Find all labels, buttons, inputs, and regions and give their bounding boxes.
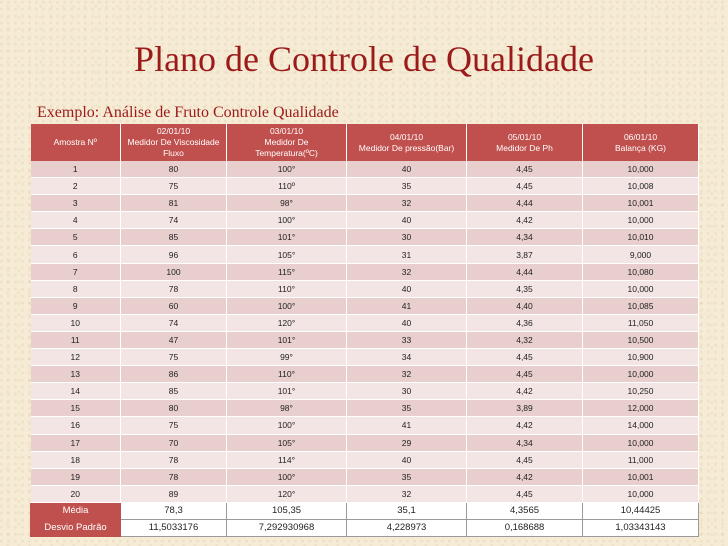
table-cell: 4,42	[467, 212, 583, 229]
table-cell: 4	[31, 212, 121, 229]
table-cell: 105°	[227, 434, 347, 451]
table-row	[31, 195, 699, 212]
table-cell: 99°	[227, 349, 347, 366]
table-cell: 4,36	[467, 314, 583, 331]
table-row	[31, 451, 699, 468]
table-cell: 11,000	[583, 451, 699, 468]
table-cell: 110°	[227, 366, 347, 383]
summary-cell: 105,35	[227, 502, 347, 519]
table-cell: 96	[121, 246, 227, 263]
table-cell: 4,45	[467, 161, 583, 178]
summary-cell: 35,1	[347, 502, 467, 519]
table-row	[31, 349, 699, 366]
table-cell: 10,000	[583, 434, 699, 451]
table-cell: 85	[121, 229, 227, 246]
summary-cell: 0,168688	[467, 519, 583, 536]
table-cell: 29	[347, 434, 467, 451]
column-header-line: 05/01/10	[507, 131, 542, 142]
table-cell: 30	[347, 383, 467, 400]
table-cell: 16	[31, 417, 121, 434]
table-cell: 10,500	[583, 331, 699, 348]
column-header-line: Fluxo	[163, 148, 184, 158]
summary-cell: 11,5033176	[121, 519, 227, 536]
table-cell: 30	[347, 229, 467, 246]
table-cell: 1	[31, 161, 121, 178]
table-cell: 78	[121, 468, 227, 485]
table-cell: 10,000	[583, 280, 699, 297]
table-cell: 11,050	[583, 314, 699, 331]
table-row	[31, 178, 699, 195]
table-cell: 120°	[227, 314, 347, 331]
table-cell: 33	[347, 331, 467, 348]
table-cell: 41	[347, 297, 467, 314]
table-cell: 13	[31, 366, 121, 383]
table-row	[31, 485, 699, 502]
table-cell: 4,40	[467, 297, 583, 314]
table-cell: 35	[347, 400, 467, 417]
column-header-line: 06/01/10	[623, 131, 658, 142]
table-cell: 4,44	[467, 263, 583, 280]
column-header-line: Temperatura(ºC)	[255, 148, 318, 158]
table-cell: 101°	[227, 229, 347, 246]
table-row	[31, 417, 699, 434]
table-row	[31, 246, 699, 263]
table-cell: 18	[31, 451, 121, 468]
column-header-3	[347, 124, 467, 161]
table-cell: 74	[121, 314, 227, 331]
table-cell: 100°	[227, 468, 347, 485]
table-header	[31, 124, 699, 161]
table-row	[31, 161, 699, 178]
table-cell: 3	[31, 195, 121, 212]
column-header-line: 02/01/10	[156, 126, 191, 136]
summary-cell: 1,03343143	[583, 519, 699, 536]
table-cell: 14,000	[583, 417, 699, 434]
table-cell: 100°	[227, 161, 347, 178]
table-footer	[31, 502, 699, 536]
table-cell: 4,32	[467, 331, 583, 348]
column-header-line: Medidor De Viscosidade	[127, 137, 220, 147]
table-cell: 100°	[227, 417, 347, 434]
table-cell: 4,45	[467, 366, 583, 383]
table-cell: 10,000	[583, 485, 699, 502]
table-row	[31, 229, 699, 246]
table-cell: 101°	[227, 331, 347, 348]
table-cell: 32	[347, 485, 467, 502]
table-cell: 75	[121, 417, 227, 434]
table-cell: 34	[347, 349, 467, 366]
table-cell: 101°	[227, 383, 347, 400]
table-cell: 2	[31, 178, 121, 195]
table-cell: 40	[347, 314, 467, 331]
table-cell: 4,42	[467, 383, 583, 400]
column-header-4	[467, 124, 583, 161]
column-header-1	[121, 124, 227, 161]
table-cell: 115°	[227, 263, 347, 280]
column-header-5	[583, 124, 699, 161]
summary-cell: 10,44425	[583, 502, 699, 519]
table-cell: 12	[31, 349, 121, 366]
column-header-line: Medidor De pressão(Bar)	[358, 142, 455, 153]
table-row	[31, 212, 699, 229]
table-cell: 100°	[227, 212, 347, 229]
table-cell: 10,900	[583, 349, 699, 366]
table-cell: 10,085	[583, 297, 699, 314]
table-body	[31, 161, 699, 502]
slide-title: Plano de Controle de Qualidade	[134, 39, 594, 79]
table-cell: 89	[121, 485, 227, 502]
table-cell: 40	[347, 280, 467, 297]
table-cell: 8	[31, 280, 121, 297]
table-cell: 70	[121, 434, 227, 451]
table-cell: 10,000	[583, 161, 699, 178]
column-header-0	[31, 124, 121, 161]
table-cell: 10,001	[583, 195, 699, 212]
table-row	[31, 468, 699, 485]
column-header-line: Medidor De	[264, 137, 309, 147]
table-row	[31, 331, 699, 348]
table-cell: 20	[31, 485, 121, 502]
table-cell: 85	[121, 383, 227, 400]
table-cell: 98°	[227, 195, 347, 212]
table-cell: 4,45	[467, 349, 583, 366]
table-row	[31, 314, 699, 331]
table-cell: 11	[31, 331, 121, 348]
table-cell: 41	[347, 417, 467, 434]
slide-subtitle: Exemplo: Análise de Fruto Controle Qualidade	[37, 104, 339, 121]
table-cell: 98°	[227, 400, 347, 417]
table-cell: 4,34	[467, 229, 583, 246]
table-cell: 5	[31, 229, 121, 246]
table-cell: 86	[121, 366, 227, 383]
table-cell: 100°	[227, 297, 347, 314]
table-cell: 75	[121, 349, 227, 366]
table-cell: 105°	[227, 246, 347, 263]
table-cell: 10,000	[583, 366, 699, 383]
table-cell: 7	[31, 263, 121, 280]
table-cell: 4,45	[467, 485, 583, 502]
table-row	[31, 400, 699, 417]
column-header-line: Medidor De Ph	[496, 142, 553, 153]
table-cell: 80	[121, 161, 227, 178]
table-row	[31, 383, 699, 400]
table-cell: 35	[347, 468, 467, 485]
summary-cell: 4,3565	[467, 502, 583, 519]
table-cell: 9	[31, 297, 121, 314]
table-cell: 10,008	[583, 178, 699, 195]
table-cell: 10,010	[583, 229, 699, 246]
column-header-line: 03/01/10	[269, 126, 304, 136]
summary-label: Desvio Padrão	[31, 519, 121, 536]
table-cell: 110º	[227, 178, 347, 195]
table-cell: 12,000	[583, 400, 699, 417]
table-cell: 32	[347, 263, 467, 280]
table-cell: 75	[121, 178, 227, 195]
table-cell: 3,89	[467, 400, 583, 417]
table-cell: 78	[121, 280, 227, 297]
table-cell: 9,000	[583, 246, 699, 263]
table-cell: 10,080	[583, 263, 699, 280]
table-cell: 31	[347, 246, 467, 263]
table-cell: 40	[347, 212, 467, 229]
table-row	[31, 434, 699, 451]
table-cell: 15	[31, 400, 121, 417]
quality-control-table	[30, 124, 699, 537]
table-cell: 35	[347, 178, 467, 195]
table-cell: 47	[121, 331, 227, 348]
table-cell: 4,45	[467, 451, 583, 468]
table-cell: 10,000	[583, 212, 699, 229]
table-cell: 10	[31, 314, 121, 331]
table-cell: 4,44	[467, 195, 583, 212]
table-cell: 4,35	[467, 280, 583, 297]
summary-cell: 7,292930968	[227, 519, 347, 536]
table-row	[31, 297, 699, 314]
table-cell: 40	[347, 451, 467, 468]
column-header-2	[227, 124, 347, 161]
table-cell: 78	[121, 451, 227, 468]
table-row	[31, 280, 699, 297]
table-cell: 80	[121, 400, 227, 417]
table-cell: 14	[31, 383, 121, 400]
table-cell: 17	[31, 434, 121, 451]
table-cell: 32	[347, 366, 467, 383]
std-dev-row	[31, 519, 699, 536]
table-cell: 100	[121, 263, 227, 280]
table-cell: 81	[121, 195, 227, 212]
table-cell: 4,42	[467, 417, 583, 434]
table-row	[31, 263, 699, 280]
table-cell: 4,45	[467, 178, 583, 195]
column-header-line: 04/01/10	[389, 131, 424, 142]
table-cell: 74	[121, 212, 227, 229]
table-cell: 60	[121, 297, 227, 314]
table-cell: 40	[347, 161, 467, 178]
table-cell: 6	[31, 246, 121, 263]
table-cell: 110°	[227, 280, 347, 297]
summary-cell: 78,3	[121, 502, 227, 519]
summary-label: Média	[31, 502, 121, 519]
table-cell: 3,87	[467, 246, 583, 263]
table-cell: 32	[347, 195, 467, 212]
column-header-line: Amostra Nº	[53, 137, 97, 147]
column-header-line: Balança (KG)	[614, 142, 667, 153]
table-cell: 120°	[227, 485, 347, 502]
table-cell: 10,001	[583, 468, 699, 485]
table-cell: 19	[31, 468, 121, 485]
summary-cell: 4,228973	[347, 519, 467, 536]
table-cell: 4,34	[467, 434, 583, 451]
table-cell: 4,42	[467, 468, 583, 485]
table-cell: 10,250	[583, 383, 699, 400]
mean-row	[31, 502, 699, 519]
table-row	[31, 366, 699, 383]
table-cell: 114°	[227, 451, 347, 468]
